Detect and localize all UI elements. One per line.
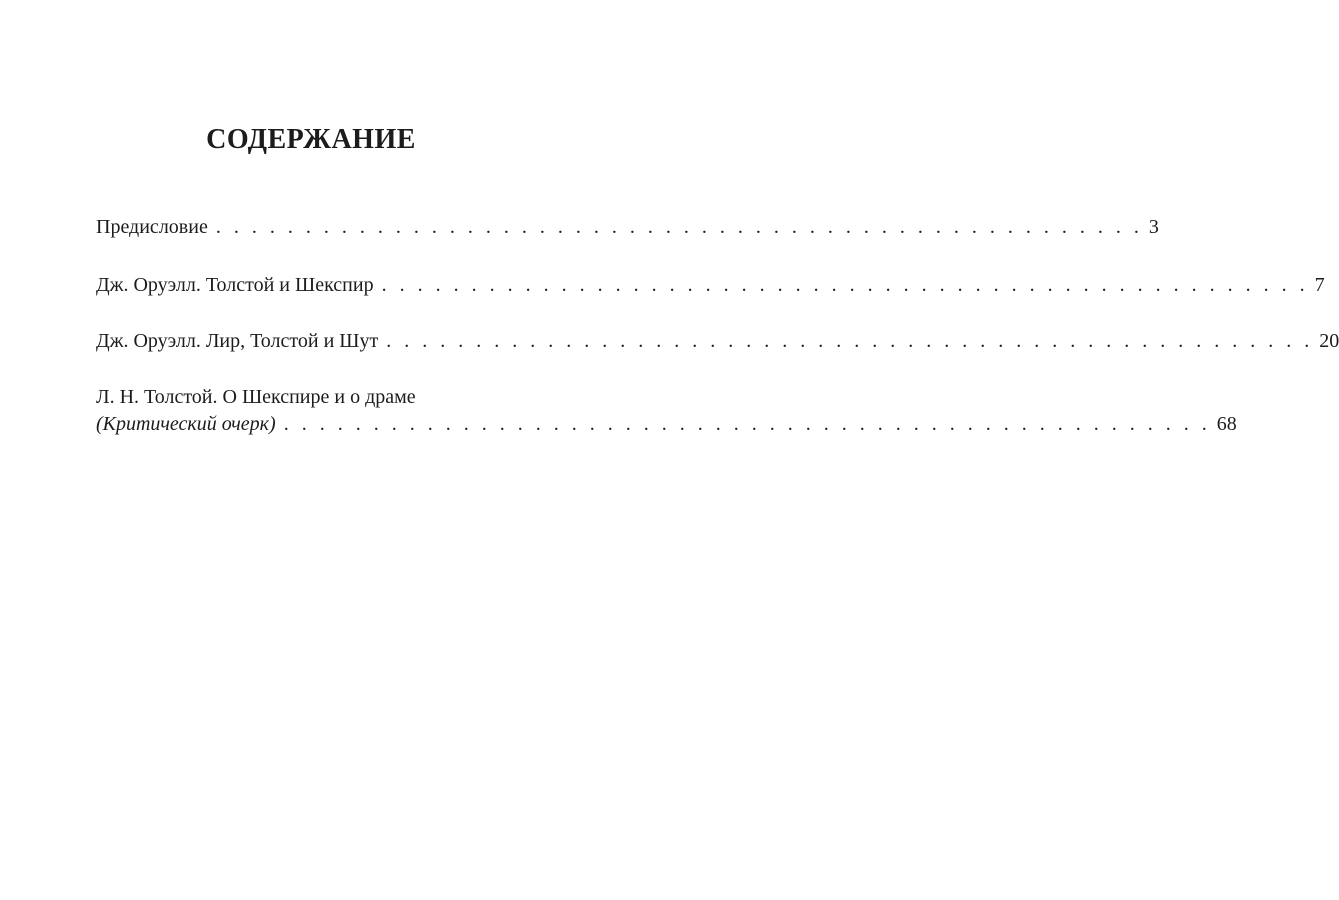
toc-entry-tolstoy-shakespeare[interactable]	[96, 272, 1325, 299]
toc-entry-preface[interactable]	[96, 214, 1159, 241]
dot-leader: . . . . . . . . . . . . . . . . . . . . . . . . . . . . . . . . . . . . . . . . . . . . . . . . . . . .	[283, 413, 1211, 435]
dot-leader: . . . . . . . . . . . . . . . . . . . . . . . . . . . . . . . . . . . . . . . . . . . . . . . . . . . .	[386, 330, 1314, 352]
toc-entry-on-shakespeare[interactable]	[96, 384, 1237, 438]
toc-entry-page: 20	[1319, 330, 1339, 352]
toc-entry-page: 7	[1314, 274, 1325, 296]
toc-entry-title: Л. Н. Толстой. О Шекспире и о драме	[96, 386, 416, 408]
toc-entry-page: 68	[1216, 413, 1237, 435]
page-title: СОДЕРЖАНИЕ	[206, 124, 416, 155]
toc-entry-page: 3	[1148, 216, 1159, 238]
dot-leader: . . . . . . . . . . . . . . . . . . . . . . . . . . . . . . . . . . . . . . . . . . . . . . . . . . . .	[381, 274, 1309, 296]
toc-entry-lear-tolstoy-fool[interactable]	[96, 328, 1339, 355]
toc-entry-title: Дж. Оруэлл. Толстой и Шекспир	[96, 274, 374, 296]
dot-leader: . . . . . . . . . . . . . . . . . . . . . . . . . . . . . . . . . . . . . . . . . . . . . . . . . . . .	[215, 216, 1143, 238]
toc-entry-subtitle: (Критический очерк)	[96, 413, 276, 435]
toc-entry-subtitle-line	[96, 411, 1237, 438]
toc-entry-title: Дж. Оруэлл. Лир, Толстой и Шут	[96, 330, 379, 352]
toc-entry-title: Предисловие	[96, 216, 208, 238]
